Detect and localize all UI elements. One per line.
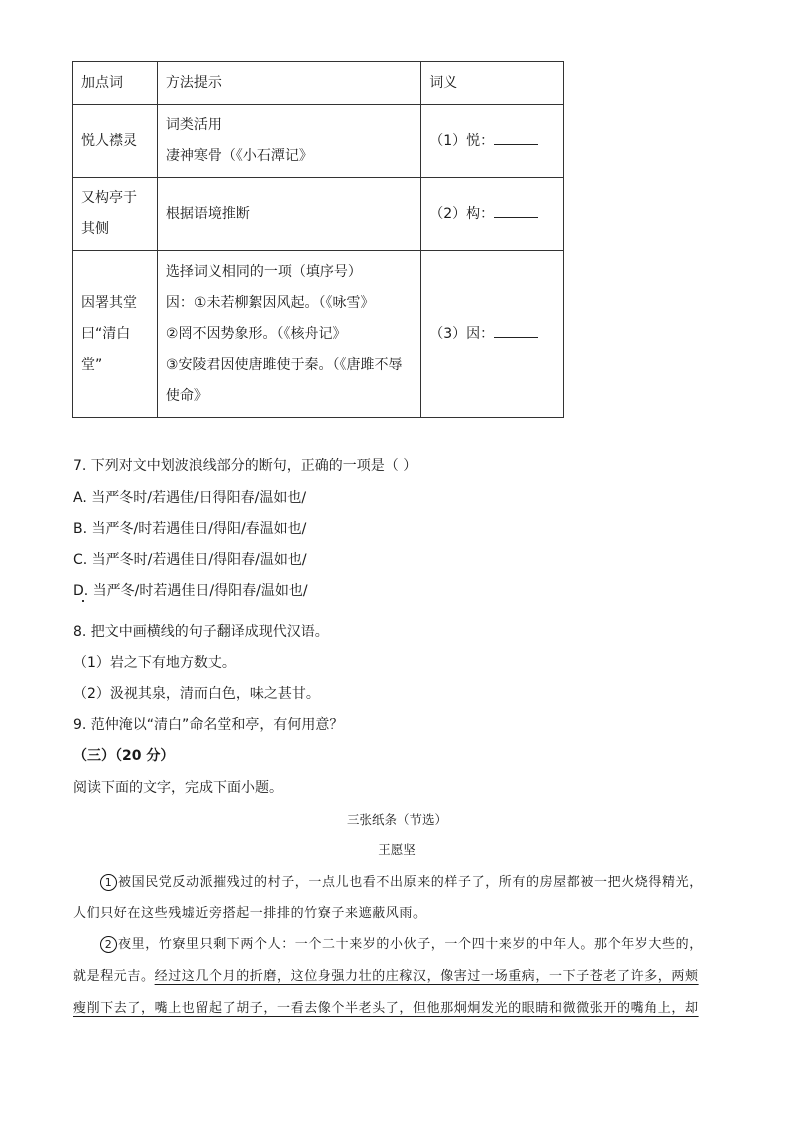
- hint-cell: [157, 105, 420, 178]
- paragraph-2-line-1: [100, 933, 750, 953]
- q7-option-d: D. 当严冬/时若遇佳日/得阳春/温如也/: [73, 583, 308, 599]
- hint-cell: [157, 178, 420, 251]
- meaning-label: （2）构：: [429, 205, 495, 222]
- meaning-label: （3）因：: [429, 325, 495, 342]
- hint-text: 选择词义相同的一项（填序号）: [165, 263, 362, 280]
- word-cell: [73, 251, 158, 418]
- passage-author: 王愿坚: [378, 842, 416, 857]
- hint-text: 词类活用: [165, 117, 222, 133]
- question-8-stem: 8. 把文中画横线的句子翻译成现代汉语。: [73, 624, 329, 640]
- word-text: 堂”: [81, 356, 103, 373]
- paragraph-number: 2: [100, 936, 117, 953]
- stray-dot: [82, 600, 84, 602]
- header-word: 加点词: [73, 62, 158, 105]
- word-cell: [73, 178, 158, 251]
- q8-item-2: （2）汲视其泉，清而白色，味之甚甘。: [73, 686, 320, 702]
- q7-option-a: A. 当严冬时/若遇佳/日得阳春/温如也/: [73, 490, 307, 506]
- meaning-cell: [421, 251, 564, 418]
- hint-text: 因：①未若柳絮因风起。（《咏雪》: [165, 294, 375, 311]
- paragraph-1-line-2: 人们只好在这些残墟近旁搭起一排排的竹寮子来遮蔽风雨。: [73, 906, 427, 921]
- section-heading: （三）（20 分）: [73, 748, 175, 764]
- hint-text: ③安陵君因使唐雎使于秦。（《唐雎不辱: [165, 356, 403, 373]
- question-9-stem: 9. 范仲淹以“清白”命名堂和亭，有何用意？: [73, 717, 344, 733]
- q7-option-b: B. 当严冬/时若遇佳日/得阳/春温如也/: [73, 521, 307, 537]
- paragraph-text: 被国民党反动派摧残过的村子，一点儿也看不出原来的样子了，所有的房屋都被一把火烧得精光，: [118, 875, 703, 890]
- table-row: [73, 105, 564, 178]
- meaning-cell: [421, 105, 564, 178]
- word-text: 因署其堂: [81, 294, 137, 311]
- section-instruction: 阅读下面的文字，完成下面小题。: [73, 780, 283, 796]
- word-text: 悦人襟灵: [81, 132, 137, 149]
- hint-text: 根据语境推断: [165, 205, 250, 222]
- underlined-sentence: 经过这几个月的折磨，这位身强力壮的庄稼汉，像害过一场重病，一下子苍老了许多，两颊: [154, 969, 699, 984]
- meaning-label: （1）悦：: [429, 132, 495, 149]
- header-meaning: 词义: [421, 62, 564, 105]
- question-7-stem: 7. 下列对文中划波浪线部分的断句，正确的一项是（ ）: [73, 458, 418, 474]
- hint-text: 使命》: [165, 387, 208, 404]
- passage-title: 三张纸条（节选）: [346, 812, 447, 827]
- q8-item-1: （1）岩之下有地方数丈。: [73, 655, 236, 671]
- paragraph-text: 就是程元吉。: [73, 969, 155, 984]
- word-text: 曰“清白: [81, 325, 131, 342]
- word-text: 其侧: [81, 221, 109, 237]
- answer-blank: [494, 203, 538, 218]
- table-row: [73, 178, 564, 251]
- header-hint: 方法提示: [157, 62, 420, 105]
- vocabulary-table: [72, 61, 564, 418]
- paragraph-1-line-1: [100, 871, 750, 891]
- hint-text: 凄神寒骨（《小石潭记》: [165, 148, 313, 164]
- answer-blank: [494, 323, 538, 338]
- paragraph-number: 1: [100, 874, 117, 891]
- answer-blank: [494, 130, 538, 145]
- word-text: 又构亭于: [81, 190, 137, 206]
- hint-cell: [157, 251, 420, 418]
- hint-text: ②罔不因势象形。（《核舟记》: [165, 325, 347, 342]
- paragraph-2-line-3: 瘦削下去了，嘴上也留起了胡子，一看去像个半老头了，但他那炯炯发光的眼睛和微微张开的嘴角上，却: [73, 1001, 699, 1016]
- q7-option-c: C. 当严冬时/若遇佳日/得阳春/温如也/: [73, 552, 307, 568]
- paragraph-text: 夜里，竹寮里只剩下两个人：一个二十来岁的小伙子，一个四十来岁的中年人。那个年岁大些的，: [118, 937, 703, 952]
- word-cell: [73, 105, 158, 178]
- paragraph-2-line-2: [73, 965, 723, 984]
- meaning-cell: [421, 178, 564, 251]
- table-row: [73, 251, 564, 418]
- table-header-row: [73, 62, 564, 105]
